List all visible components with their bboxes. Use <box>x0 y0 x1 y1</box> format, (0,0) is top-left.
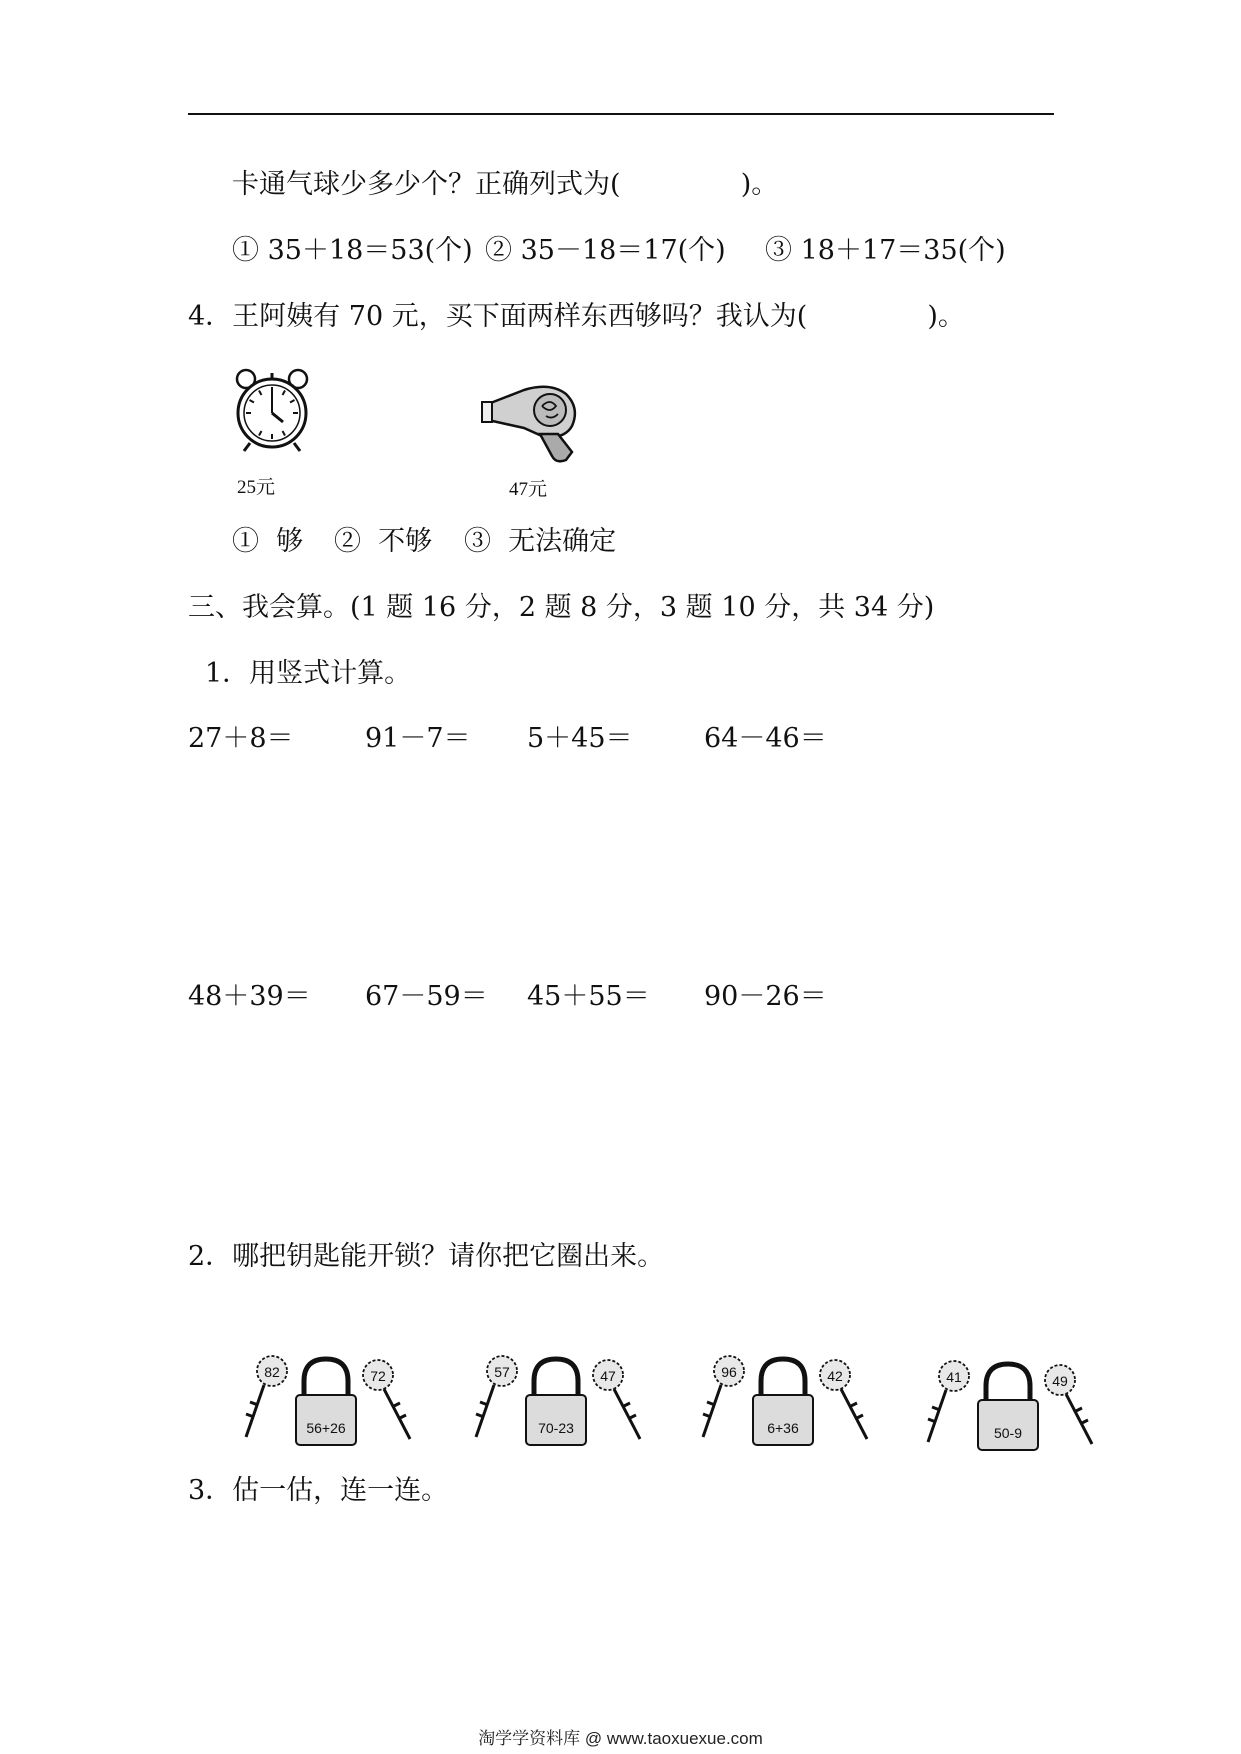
q3-option-2: ② 35－18＝17(个) <box>485 235 726 266</box>
clock-price: 25元 <box>237 477 276 498</box>
alarm-clock-icon <box>232 365 312 459</box>
key-left-icon <box>928 1361 969 1442</box>
calc-1-1: 27＋8＝ <box>188 723 294 754</box>
q3-option-1: ① 35＋18＝53(个) <box>232 235 473 266</box>
page-footer: 淘学学资料库 @ www.taoxuexue.com <box>478 1729 763 1748</box>
q4-option-2: ② 不够 <box>334 526 433 557</box>
key-left-number: 82 <box>264 1364 280 1380</box>
key-left-icon <box>476 1356 517 1437</box>
q3-option-3: ③ 18＋17＝35(个) <box>765 235 1006 266</box>
q4-option-3: ③ 无法确定 <box>464 526 617 557</box>
lock-group-3 <box>697 1353 877 1452</box>
lock-group-1 <box>240 1353 420 1452</box>
s3-q2-label: 2．哪把钥匙能开锁？请你把它圈出来。 <box>188 1241 665 1272</box>
key-right-icon <box>820 1360 867 1439</box>
key-left-icon <box>703 1356 744 1437</box>
key-right-number: 72 <box>370 1368 386 1384</box>
lock-group-4 <box>922 1358 1102 1457</box>
lock-expression: 56+26 <box>306 1420 346 1436</box>
padlock-icon <box>753 1359 813 1445</box>
q3-question-line: 卡通气球少多少个？正确列式为( )。 <box>232 169 779 200</box>
q4-option-1: ① 够 <box>232 526 304 557</box>
top-rule <box>188 113 1054 115</box>
lock-group-2 <box>470 1353 650 1452</box>
key-right-icon <box>1045 1365 1092 1444</box>
lock-expression: 50-9 <box>993 1425 1023 1441</box>
key-left-number: 96 <box>721 1364 737 1380</box>
calc-1-3: 5＋45＝ <box>527 723 633 754</box>
calc-2-1: 48＋39＝ <box>188 981 311 1012</box>
key-left-number: 41 <box>946 1369 962 1385</box>
s3-q3-label: 3．估一估，连一连。 <box>188 1475 449 1506</box>
hair-dryer-icon <box>480 376 585 470</box>
padlock-icon <box>296 1359 356 1445</box>
calc-1-4: 64－46＝ <box>704 723 827 754</box>
key-right-number: 47 <box>600 1368 616 1384</box>
calc-2-3: 45＋55＝ <box>527 981 650 1012</box>
calc-1-2: 91－7＝ <box>365 723 471 754</box>
padlock-icon <box>978 1364 1038 1450</box>
dryer-price: 47元 <box>509 479 548 500</box>
key-right-icon <box>363 1360 410 1439</box>
calc-2-2: 67－59＝ <box>365 981 488 1012</box>
s3-q1-label: 1．用竖式计算。 <box>205 658 412 689</box>
key-right-number: 42 <box>827 1368 843 1384</box>
section-3-heading: 三、我会算。(1 题 16 分，2 题 8 分，3 题 10 分，共 34 分) <box>188 592 935 623</box>
key-right-number: 49 <box>1052 1373 1068 1389</box>
key-left-number: 57 <box>494 1364 510 1380</box>
q4-question: 4．王阿姨有 70 元，买下面两样东西够吗？我认为( )。 <box>188 301 965 332</box>
lock-expression: 6+36 <box>767 1420 799 1436</box>
key-left-icon <box>246 1356 287 1437</box>
calc-2-4: 90－26＝ <box>704 981 827 1012</box>
lock-expression: 70-23 <box>538 1420 574 1436</box>
key-right-icon <box>593 1360 640 1439</box>
padlock-icon <box>526 1359 586 1445</box>
